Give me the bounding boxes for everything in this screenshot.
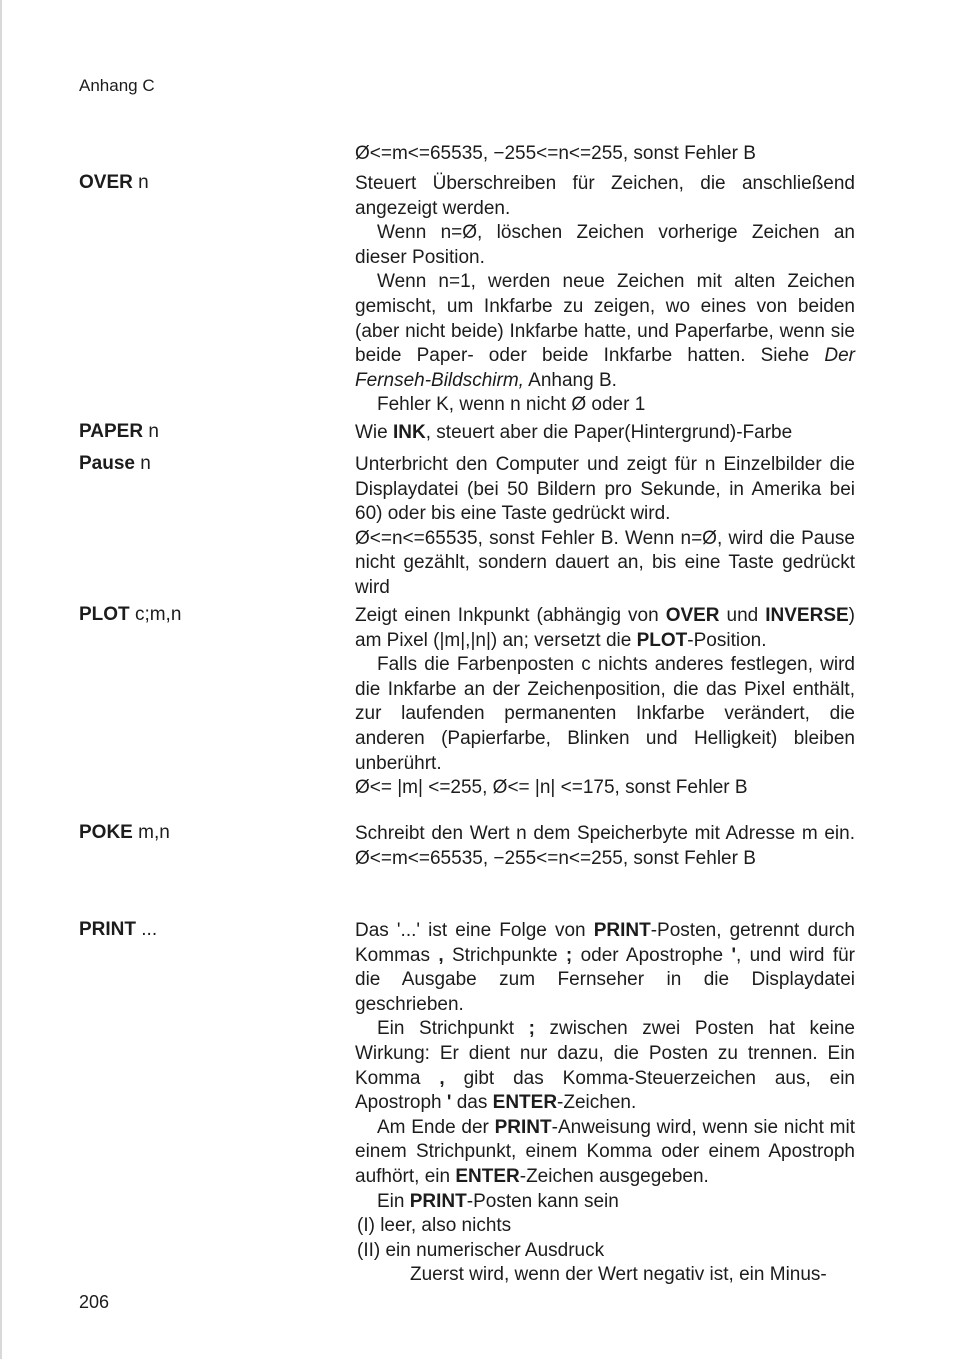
page-number: 206 xyxy=(79,1292,110,1312)
print-list-continuation: Zuerst wird, wenn der Wert negativ ist, ein Minus- xyxy=(410,1264,827,1286)
desc-pause xyxy=(355,453,855,601)
over-p3: Wenn n=1, werden neue Zeichen mit alten Zeichen gemischt, um Inkfarbe zu zeigen, wo eines von beiden (aber nicht beide) Inkfarbe hatte, und Paperfarbe, wenn sie beide Paper- oder beide Inkfarbe hatten. Siehe Der Fernseh-Bildschirm, Anhang B. xyxy=(355,271,855,391)
poke-p1: Schreibt den Wert n dem Speicherbyte mit Adresse m ein. Ø<=m<=65535, −255<=n<=255, sonst Fehler B xyxy=(355,823,855,869)
plot-p1: Zeigt einen Inkpunkt (abhängig von OVER und INVERSE) am Pixel (|m|,|n|) an; versetzt die PLOT-Position. xyxy=(355,605,855,651)
pause-p1: Unterbricht den Computer und zeigt für n Einzelbilder die Displaydatei (bei 50 Bildern pro Sekunde, in Amerika bei 60) oder bis eine Taste gedrückt wird. xyxy=(355,454,855,525)
print-p2: Ein Strichpunkt ; zwischen zwei Posten hat keine Wirkung: Er dient nur dazu, die Posten zu trennen. Ein Komma , gibt das Komma-Steuerzeichen aus, ein Apostroph ' das ENTER-Zeichen. xyxy=(355,1018,855,1114)
term-pause: Pause n xyxy=(79,453,151,474)
continuation-text xyxy=(355,142,855,167)
print-p1: Das '...' ist eine Folge von PRINT-Posten, getrennt durch Kommas , Strichpunkte ; oder Apostrophe ', und wird für die Ausgabe zum Fernseher in die Displaydatei geschrieben. xyxy=(355,920,855,1015)
term-poke: POKE m,n xyxy=(79,822,170,843)
desc-print xyxy=(355,919,855,1288)
desc-paper xyxy=(355,421,855,446)
term-over: OVER n xyxy=(79,172,149,193)
pause-p2: Ø<=n<=65535, sonst Fehler B. Wenn n=Ø, wird die Pause nicht gezählt, sondern dauert an, bis eine Taste gedrückt wird xyxy=(355,527,855,598)
term-plot: PLOT c;m,n xyxy=(79,604,182,625)
desc-over xyxy=(355,172,855,418)
term-print: PRINT ... xyxy=(79,919,158,940)
over-p1: Steuert Überschreiben für Zeichen, die anschließend angezeigt werden. xyxy=(355,173,855,219)
continuation-line: Ø<=m<=65535, −255<=n<=255, sonst Fehler B xyxy=(355,143,756,164)
desc-plot xyxy=(355,604,855,801)
print-p4: Ein PRINT-Posten kann sein xyxy=(377,1190,619,1212)
print-list-item-1: (I) leer, also nichts xyxy=(357,1215,512,1237)
plot-p2: Falls die Farbenposten c nichts anderes festlegen, wird die Inkfarbe an der Zeichenposition, die das Pixel enthält, zur laufenden permanenten Inkfarbe verändert, die anderen (Papierfarbe, Blinken und Helligkeit) bleiben unberührt. xyxy=(355,654,855,774)
page-edge xyxy=(0,0,2,1359)
over-p4: Fehler K, wenn n nicht Ø oder 1 xyxy=(377,394,646,416)
print-list-item-2: (II) ein numerischer Ausdruck xyxy=(357,1239,605,1261)
over-p2: Wenn n=Ø, löschen Zeichen vorherige Zeichen an dieser Position. xyxy=(355,222,855,268)
print-p3: Am Ende der PRINT-Anweisung wird, wenn sie nicht mit einem Strichpunkt, einem Komma oder einem Apostroph aufhört, ein ENTER-Zeichen ausgegeben. xyxy=(355,1116,855,1187)
plot-p3: Ø<= |m| <=255, Ø<= |n| <=175, sonst Fehler B xyxy=(355,777,748,799)
term-paper: PAPER n xyxy=(79,421,159,442)
running-header: Anhang C xyxy=(79,76,155,95)
paper-p1: Wie INK, steuert aber die Paper(Hintergrund)-Farbe xyxy=(355,422,793,443)
desc-poke xyxy=(355,822,855,871)
